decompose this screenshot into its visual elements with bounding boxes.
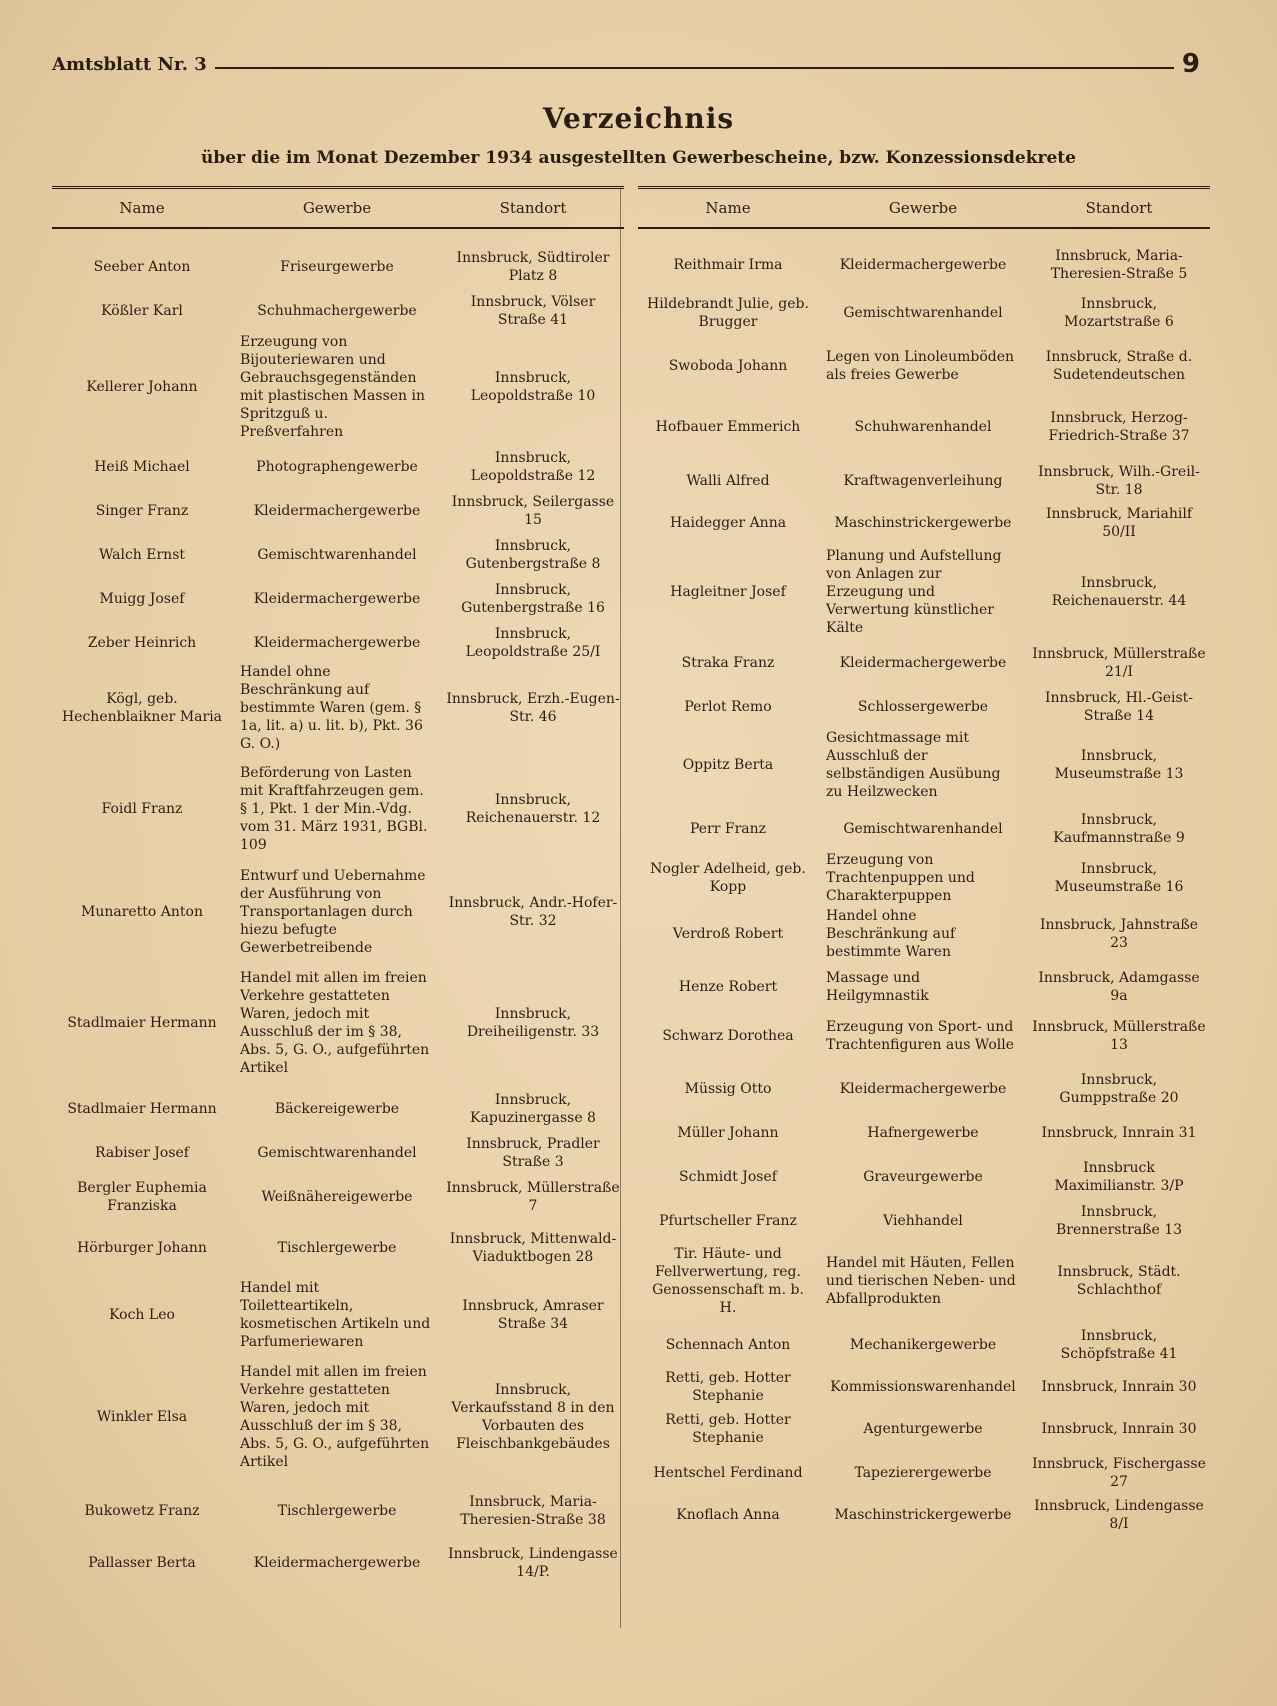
entry-name: Knoflach Anna bbox=[676, 1507, 780, 1523]
entry-trade: Kraftwagenverleihung bbox=[843, 473, 1003, 489]
table-row bbox=[52, 1175, 624, 1219]
entry-name: Schmidt Josef bbox=[679, 1169, 777, 1185]
entry-trade: Agenturgewerbe bbox=[863, 1421, 983, 1437]
table-row bbox=[638, 1245, 1210, 1317]
entry-trade: Kleidermachergewerbe bbox=[839, 655, 1007, 671]
entry-trade: Schlossergewerbe bbox=[857, 699, 989, 715]
entry-name: Singer Franz bbox=[95, 503, 189, 519]
entry-name: Henze Robert bbox=[678, 979, 778, 995]
entry-trade: Schuhmachergewerbe bbox=[257, 303, 417, 319]
entry-name: Stadlmaier Hermann bbox=[67, 1015, 217, 1031]
table-row bbox=[638, 907, 1210, 961]
entry-location: Innsbruck, Hl.-Geist-Straße 14 bbox=[1045, 690, 1193, 724]
table-row bbox=[52, 1543, 624, 1583]
entry-location: Innsbruck, Jahnstraße 23 bbox=[1039, 917, 1199, 951]
table-row bbox=[638, 545, 1210, 639]
table-row bbox=[52, 867, 624, 957]
entry-location: Innsbruck, Reichenauerstr. 44 bbox=[1051, 575, 1187, 609]
entry-trade: Kleidermachergewerbe bbox=[253, 635, 421, 651]
entry-location: Innsbruck, Wilh.-Greil-Str. 18 bbox=[1038, 464, 1200, 498]
entry-trade: Handel ohne Beschränkung auf bestimmte Waren bbox=[826, 908, 956, 960]
entry-name: Haidegger Anna bbox=[669, 515, 787, 531]
entry-name: Muigg Josef bbox=[99, 591, 185, 607]
entry-location: Innsbruck, Leopoldstraße 12 bbox=[470, 450, 596, 484]
entry-name: Rabiser Josef bbox=[95, 1145, 189, 1161]
table-row bbox=[638, 1113, 1210, 1153]
entry-name: Munaretto Anton bbox=[80, 904, 204, 920]
entry-trade: Tischlergewerbe bbox=[277, 1503, 397, 1519]
page-title: Verzeichnis bbox=[542, 102, 735, 135]
entry-name: Heiß Michael bbox=[94, 459, 190, 475]
table-row bbox=[638, 1201, 1210, 1241]
column-header-location: Standort bbox=[499, 199, 567, 217]
table-row bbox=[638, 853, 1210, 903]
entry-location: Innsbruck, Müllerstraße 7 bbox=[446, 1180, 620, 1214]
entry-name: Seeber Anton bbox=[93, 259, 191, 275]
entry-location: Innsbruck, Museumstraße 16 bbox=[1054, 861, 1184, 895]
column-divider bbox=[620, 186, 621, 1628]
right-table bbox=[638, 186, 1210, 1628]
table-row bbox=[638, 241, 1210, 289]
entry-name: Retti, geb. Hotter Stephanie bbox=[665, 1412, 791, 1446]
table-row bbox=[638, 1453, 1210, 1493]
entry-name: Oppitz Berta bbox=[682, 757, 774, 773]
running-header bbox=[52, 49, 1200, 79]
entry-trade: Gemischtwarenhandel bbox=[843, 305, 1003, 321]
page-number: 9 bbox=[1181, 49, 1200, 79]
entry-location: Innsbruck, Innrain 30 bbox=[1041, 1421, 1197, 1437]
entry-location: Innsbruck, Pradler Straße 3 bbox=[466, 1136, 600, 1170]
entry-name: Tir. Häute- und Fellverwertung, reg. Genossenschaft m. b. H. bbox=[652, 1246, 804, 1316]
entry-location: Innsbruck, Reichenauerstr. 12 bbox=[465, 792, 601, 826]
entry-name: Koch Leo bbox=[109, 1307, 175, 1323]
table-header bbox=[52, 186, 624, 229]
entry-trade: Handel mit allen im freien Verkehre gestatteten Waren, jedoch mit Ausschluß der im § 38, Abs. 5, G. O., aufgeführten Artikel bbox=[240, 1364, 430, 1470]
entry-name: Foidl Franz bbox=[101, 801, 183, 817]
table-row bbox=[638, 729, 1210, 801]
entry-name: Perr Franz bbox=[689, 821, 767, 837]
entry-location: Innsbruck, Maria-Theresien-Straße 5 bbox=[1050, 248, 1188, 282]
entry-location: Innsbruck, Südtiroler Platz 8 bbox=[456, 250, 610, 284]
entry-trade: Tischlergewerbe bbox=[277, 1240, 397, 1256]
entry-trade: Gemischtwarenhandel bbox=[843, 821, 1003, 837]
table-row bbox=[638, 643, 1210, 683]
entry-trade: Maschinstrickergewerbe bbox=[834, 515, 1012, 531]
entry-location: Innsbruck, Schöpfstraße 41 bbox=[1060, 1328, 1178, 1362]
entry-location: Innsbruck, Innrain 30 bbox=[1041, 1379, 1197, 1395]
table-row bbox=[638, 1009, 1210, 1063]
entry-location: Innsbruck, Museumstraße 13 bbox=[1054, 748, 1184, 782]
table-row bbox=[52, 1355, 624, 1479]
entry-location: Innsbruck, Kaufmannstraße 9 bbox=[1053, 812, 1185, 846]
entry-name: Reithmair Irma bbox=[673, 257, 783, 273]
entry-trade: Erzeugung von Sport- und Trachtenfiguren aus Wolle bbox=[826, 1019, 1015, 1053]
entry-location: Innsbruck, Leopoldstraße 25/I bbox=[465, 626, 601, 660]
table-row bbox=[52, 623, 624, 663]
entry-trade: Erzeugung von Bijouteriewaren und Gebrauchsgegenständen mit plastischen Massen in Spritzguß u. Preßverfahren bbox=[240, 334, 425, 440]
entry-location: Innsbruck, Mozartstraße 6 bbox=[1064, 296, 1174, 330]
table-row bbox=[52, 333, 624, 441]
entry-location: Innsbruck, Müllerstraße 21/I bbox=[1032, 646, 1206, 680]
entry-name: Müssig Otto bbox=[684, 1081, 772, 1097]
entry-location: Innsbruck, Gutenbergstraße 16 bbox=[461, 582, 605, 616]
entry-location: Innsbruck, Lindengasse 8/I bbox=[1034, 1498, 1204, 1532]
column-header-trade: Gewerbe bbox=[302, 199, 372, 217]
entry-trade: Handel mit allen im freien Verkehre gestatteten Waren, jedoch mit Ausschluß der im § 38, Abs. 5, G. O., aufgeführten Artikel bbox=[240, 970, 430, 1076]
entry-name: Winkler Elsa bbox=[96, 1409, 188, 1425]
entry-trade: Hafnergewerbe bbox=[867, 1125, 979, 1141]
entry-trade: Planung und Aufstellung von Anlagen zur Erzeugung und Verwertung künstlicher Kälte bbox=[826, 548, 1002, 636]
entry-location: Innsbruck, Erzh.-Eugen-Str. 46 bbox=[446, 691, 620, 725]
entry-location: Innsbruck, Verkaufsstand 8 in den Vorbauten des Fleischbankgebäudes bbox=[451, 1382, 615, 1452]
column-header-name: Name bbox=[119, 199, 165, 217]
entry-location: Innsbruck, Herzog-Friedrich-Straße 37 bbox=[1048, 410, 1190, 444]
table-row bbox=[638, 1495, 1210, 1535]
issue-label: Amtsblatt Nr. 3 bbox=[52, 53, 207, 75]
header-rule bbox=[215, 67, 1174, 69]
entry-trade: Handel mit Toiletteartikeln, kosmetischen Artikeln und Parfumeriewaren bbox=[240, 1280, 431, 1350]
entry-trade: Erzeugung von Trachtenpuppen und Charakterpuppen bbox=[826, 852, 975, 904]
entry-trade: Weißnähereigewerbe bbox=[261, 1189, 413, 1205]
entry-trade: Kleidermachergewerbe bbox=[253, 503, 421, 519]
entry-location: Innsbruck, Mariahilf 50/II bbox=[1046, 506, 1192, 540]
entry-trade: Graveurgewerbe bbox=[863, 1169, 983, 1185]
table-row bbox=[52, 1089, 624, 1129]
entry-location: Innsbruck Maximilianstr. 3/P bbox=[1054, 1160, 1184, 1194]
entry-location: Innsbruck, Völser Straße 41 bbox=[470, 294, 596, 328]
entry-location: Innsbruck, Seilergasse 15 bbox=[451, 494, 615, 528]
entry-trade: Friseurgewerbe bbox=[280, 259, 394, 275]
entry-trade: Entwurf und Uebernahme der Ausführung von Transportanlagen durch hiezu befugte Gewerbetreibende bbox=[240, 868, 426, 956]
table-row bbox=[638, 687, 1210, 727]
entry-trade: Legen von Linoleumböden als freies Gewerbe bbox=[826, 349, 1015, 383]
entry-trade: Schuhwarenhandel bbox=[854, 419, 992, 435]
entry-name: Zeber Heinrich bbox=[87, 635, 197, 651]
entry-name: Pfurtscheller Franz bbox=[659, 1213, 797, 1229]
table-row bbox=[638, 1409, 1210, 1449]
entry-trade: Handel ohne Beschränkung auf bestimmte Waren (gem. § 1a, lit. a) u. lit. b), Pkt. 36 G. O.) bbox=[240, 664, 423, 752]
entry-trade: Viehhandel bbox=[883, 1213, 963, 1229]
table-row bbox=[638, 809, 1210, 849]
entry-name: Verdroß Robert bbox=[672, 926, 784, 942]
table-row bbox=[638, 1367, 1210, 1407]
entry-name: Stadlmaier Hermann bbox=[67, 1101, 217, 1117]
entry-name: Swoboda Johann bbox=[668, 358, 788, 374]
table-row bbox=[52, 755, 624, 863]
table-row bbox=[52, 491, 624, 531]
table-row bbox=[52, 447, 624, 487]
entry-trade: Gemischtwarenhandel bbox=[257, 1145, 417, 1161]
table-row bbox=[638, 1325, 1210, 1365]
entry-location: Innsbruck, Städt. Schlachthof bbox=[1057, 1264, 1181, 1298]
entry-location: Innsbruck, Maria-Theresien-Straße 38 bbox=[460, 1494, 606, 1528]
entry-name: Schwarz Dorothea bbox=[662, 1028, 794, 1044]
page-subtitle: über die im Monat Dezember 1934 ausgestellten Gewerbescheine, bzw. Konzessionsdekrete bbox=[201, 148, 1076, 168]
entry-name: Retti, geb. Hotter Stephanie bbox=[665, 1370, 791, 1404]
entry-location: Innsbruck, Kapuzinergasse 8 bbox=[470, 1092, 596, 1126]
table-row bbox=[52, 247, 624, 287]
entry-name: Hörburger Johann bbox=[77, 1240, 207, 1256]
table-row bbox=[52, 1279, 624, 1351]
entry-name: Schennach Anton bbox=[665, 1337, 791, 1353]
entry-name: Kellerer Johann bbox=[86, 379, 198, 395]
entry-name: Hildebrandt Julie, geb. Brugger bbox=[647, 296, 809, 330]
table-row bbox=[52, 291, 624, 331]
table-row bbox=[638, 293, 1210, 333]
entry-trade: Kommissionswarenhandel bbox=[830, 1379, 1016, 1395]
entry-trade: Gemischtwarenhandel bbox=[257, 547, 417, 563]
column-header-location: Standort bbox=[1085, 199, 1153, 217]
entry-name: Hofbauer Emmerich bbox=[655, 419, 801, 435]
table-row bbox=[52, 1221, 624, 1275]
entry-location: Innsbruck, Straße d. Sudetendeutschen bbox=[1045, 349, 1193, 383]
entry-location: Innsbruck, Adamgasse 9a bbox=[1038, 970, 1200, 1004]
table-row bbox=[52, 1483, 624, 1539]
entry-name: Straka Franz bbox=[681, 655, 775, 671]
entry-location: Innsbruck, Fischergasse 27 bbox=[1032, 1456, 1206, 1490]
table-row bbox=[638, 401, 1210, 453]
entry-location: Innsbruck, Dreiheiligenstr. 33 bbox=[466, 1006, 600, 1040]
entry-location: Innsbruck, Innrain 31 bbox=[1041, 1125, 1197, 1141]
entry-location: Innsbruck, Müllerstraße 13 bbox=[1032, 1019, 1206, 1053]
left-table bbox=[52, 186, 624, 1628]
entry-location: Innsbruck, Brennerstraße 13 bbox=[1055, 1204, 1183, 1238]
entry-name: Perlot Remo bbox=[684, 699, 772, 715]
entry-trade: Massage und Heilgymnastik bbox=[826, 970, 929, 1004]
entry-location: Innsbruck, Mittenwald-Viaduktbogen 28 bbox=[449, 1231, 617, 1265]
entry-name: Bukowetz Franz bbox=[84, 1503, 200, 1519]
entry-name: Bergler Euphemia Franziska bbox=[77, 1180, 207, 1214]
table-row bbox=[52, 665, 624, 751]
entry-location: Innsbruck, Amraser Straße 34 bbox=[462, 1298, 604, 1332]
table-row bbox=[52, 961, 624, 1085]
entry-location: Innsbruck, Gutenbergstraße 8 bbox=[465, 538, 601, 572]
entry-name: Walli Alfred bbox=[686, 473, 770, 489]
entry-trade: Handel mit Häuten, Fellen und tierischen Neben- und Abfallprodukten bbox=[826, 1255, 1016, 1307]
entry-name: Hagleitner Josef bbox=[670, 584, 786, 600]
entry-name: Hentschel Ferdinand bbox=[653, 1465, 803, 1481]
table-row bbox=[52, 579, 624, 619]
entry-name: Nogler Adelheid, geb. Kopp bbox=[650, 861, 806, 895]
table-header bbox=[638, 186, 1210, 229]
entry-location: Innsbruck, Gumppstraße 20 bbox=[1059, 1072, 1179, 1106]
entry-name: Kögl, geb. Hechenblaikner Maria bbox=[61, 691, 223, 725]
entry-trade: Maschinstrickergewerbe bbox=[834, 1507, 1012, 1523]
entry-trade: Kleidermachergewerbe bbox=[839, 1081, 1007, 1097]
column-header-name: Name bbox=[705, 199, 751, 217]
entry-trade: Mechanikergewerbe bbox=[849, 1337, 997, 1353]
entry-location: Innsbruck, Andr.-Hofer-Str. 32 bbox=[448, 895, 618, 929]
entry-trade: Photographengewerbe bbox=[256, 459, 418, 475]
entry-name: Pallasser Berta bbox=[88, 1555, 196, 1571]
entry-name: Kößler Karl bbox=[101, 303, 183, 319]
entry-name: Müller Johann bbox=[677, 1125, 779, 1141]
entry-trade: Kleidermachergewerbe bbox=[839, 257, 1007, 273]
entry-name: Walch Ernst bbox=[98, 547, 186, 563]
table-row bbox=[638, 1069, 1210, 1109]
entry-location: Innsbruck, Lindengasse 14/P. bbox=[448, 1546, 618, 1580]
entry-trade: Kleidermachergewerbe bbox=[253, 1555, 421, 1571]
table-row bbox=[638, 339, 1210, 393]
column-header-trade: Gewerbe bbox=[888, 199, 958, 217]
entry-trade: Bäckereigewerbe bbox=[274, 1101, 400, 1117]
table-row bbox=[638, 967, 1210, 1007]
table-row bbox=[638, 461, 1210, 501]
table-row bbox=[638, 1157, 1210, 1197]
entry-location: Innsbruck, Leopoldstraße 10 bbox=[470, 370, 596, 404]
entry-trade: Tapezierergewerbe bbox=[854, 1465, 992, 1481]
entry-trade: Beförderung von Lasten mit Kraftfahrzeugen gem. § 1, Pkt. 1 der Min.-Vdg. vom 31. März 1931, BGBl. 109 bbox=[240, 765, 428, 853]
table-row bbox=[52, 1133, 624, 1173]
entry-trade: Kleidermachergewerbe bbox=[253, 591, 421, 607]
entry-trade: Gesichtmassage mit Ausschluß der selbständigen Ausübung zu Heilzwecken bbox=[826, 730, 1001, 800]
table-row bbox=[638, 503, 1210, 543]
table-row bbox=[52, 535, 624, 575]
